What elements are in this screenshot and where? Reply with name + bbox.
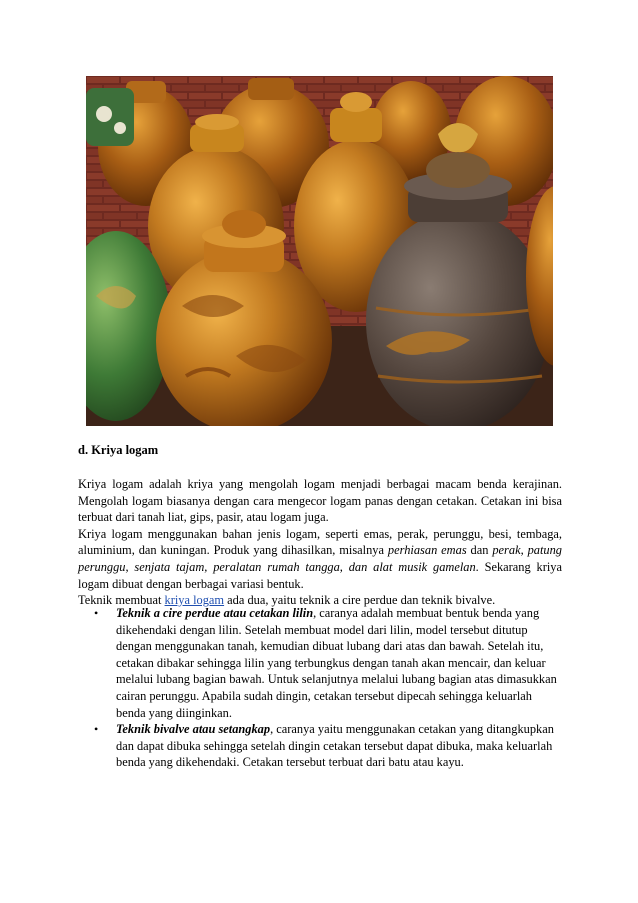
list-item	[78, 605, 562, 721]
ceramic-jars-photo	[86, 76, 553, 426]
paragraph-techniques-end: ada dua, yaitu teknik a cire perdue dan teknik bivalve.	[224, 593, 496, 608]
paragraph-materials-text: Kriya logam menggunakan bahan jenis logam, seperti emas, perak, perunggu, besi, tembaga, aluminium, dan kuningan. Produk yang dihasilkan, misalnya	[78, 526, 562, 558]
paragraph-materials-and: dan	[466, 543, 493, 558]
paragraph-definition: Kriya logam adalah kriya yang mengolah logam menjadi berbagai macam benda kerajinan. Mengolah logam biasanya dengan cara mengecor logam panas dengan cetakan. Cetakan ini bisa terbuat dari tanah liat, gips, pasir, atau logam juga.	[78, 477, 562, 525]
technique-list	[78, 605, 562, 771]
kriya-logam-link[interactable]: kriya logam	[164, 593, 225, 608]
section-heading: d. Kriya logam	[78, 443, 159, 457]
paragraph-materials-end: . Sekarang kriya logam dibuat dengan berbagai variasi bentuk.	[78, 559, 562, 591]
paragraph-materials	[78, 526, 562, 592]
bullet-icon: •	[94, 606, 99, 620]
paragraph-techniques-start: Teknik membuat	[78, 593, 165, 608]
list-item	[78, 721, 562, 771]
italic-jewelry: perhiasan emas	[387, 543, 467, 558]
technique-term: Teknik bivalve atau setangkap	[116, 722, 271, 737]
section-body	[78, 476, 562, 609]
italic-products: perak, patung perunggu, senjata tajam, peralatan rumah tangga, dan alat musik gamelan	[78, 543, 562, 574]
technique-term: Teknik a cire perdue atau cetakan lilin	[116, 606, 314, 620]
bullet-icon: •	[94, 722, 99, 737]
technique-description: , caranya yaitu menggunakan cetakan yang ditangkupkan dan dapat dibuka sehingga setelah dingin cetakan tersebut dapat dibuka, maka keluarlah benda yang dikehendaki. Cetakan tersebut terbuat dari batu atau kayu.	[116, 722, 554, 770]
technique-description: , caranya adalah membuat bentuk benda yang dikehendaki dengan lilin. Setelah membuat model dari lilin, model tersebut ditutup dengan menggunakan tanah, kemudian dibuat lubang dari atas dan bawah. Setelah itu, cetakan dibakar sehingga lilin yang terbungkus dengan tanah akan mencair, dan keluar melalui lubang bagian bawah. Untuk selanjutnya melalui lubang bagian atas dimasukkan cairan perunggu. Apabila sudah dingin, cetakan tersebut dipecah sehingga keluarlah benda yang diinginkan.	[116, 606, 557, 720]
